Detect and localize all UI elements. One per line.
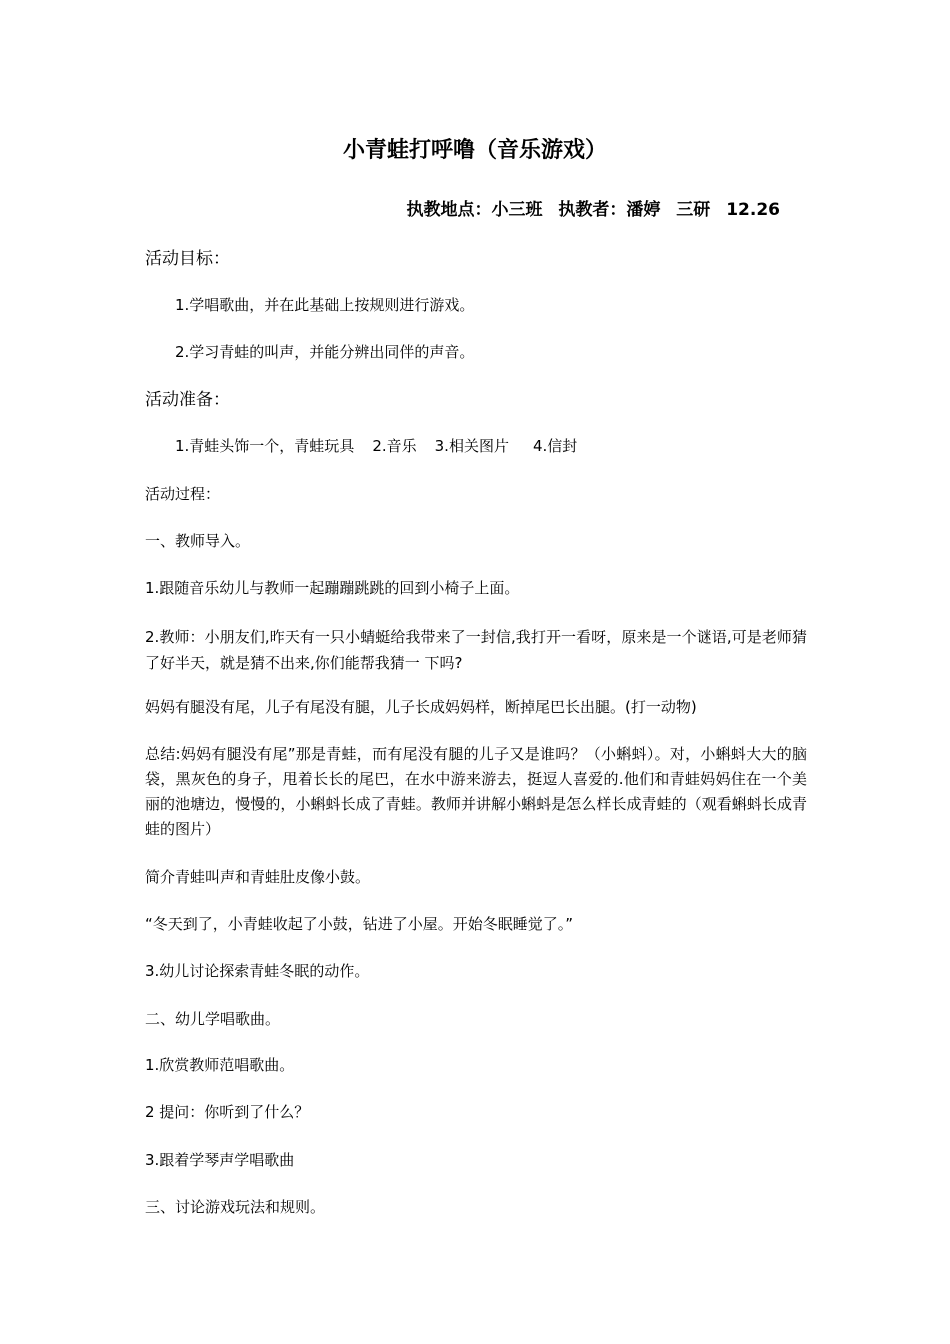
location: 执教地点：小三班 [406,200,543,220]
teacher: 执教者：潘婷 [558,200,661,220]
section-2-heading: 二、幼儿学唱歌曲。 [145,1010,281,1028]
section-1-item-1: 1.跟随音乐幼儿与教师一起蹦蹦跳跳的回到小椅子上面。 [145,579,520,597]
frog-sound-intro: 简介青蛙叫声和青蛙肚皮像小鼓。 [145,868,371,886]
prep-item-3: 3.相关图片 [434,437,509,455]
research-round: 三研 [676,200,711,220]
winter-quote: “冬天到了，小青蛙收起了小鼓，钻进了小屋。开始冬眠睡觉了。” [145,915,574,933]
section-1-heading: 一、教师导入。 [145,532,251,550]
section-2-item-1: 1.欣赏教师范唱歌曲。 [145,1056,295,1074]
goals-heading: 活动目标： [145,249,230,269]
riddle-text: 妈妈有腿没有尾，儿子有尾没有腿，儿子长成妈妈样，断掉尾巴长出腿。(打一动物) [145,698,697,716]
section-2-item-3: 3.跟着学琴声学唱歌曲 [145,1151,295,1169]
prep-item-2: 2.音乐 [372,437,417,455]
section-3-heading: 三、讨论游戏玩法和规则。 [145,1198,326,1216]
prep-item-1: 1.青蛙头饰一个，青蛙玩具 [175,437,355,455]
lesson-info [406,198,780,222]
goal-item-1: 1.学唱歌曲，并在此基础上按规则进行游戏。 [175,296,475,314]
section-1-item-3: 3.幼儿讨论探索青蛙冬眠的动作。 [145,962,370,980]
process-heading: 活动过程： [145,485,221,503]
section-2-item-2: 2 提问：你听到了什么？ [145,1103,310,1121]
prep-item-4: 4.信封 [532,437,578,455]
summary-paragraph: 总结:妈妈有腿没有尾”那是青蛙，而有尾没有腿的儿子又是谁吗？（小蝌蚪）。对，小蝌蚪大大的脑袋，黑灰色的身子，甩着长长的尾巴，在水中游来游去，挺逗人喜爱的.他们和青蛙妈妈住在一个美丽的池塘边，慢慢的，小蝌蚪长成了青蛙。教师并讲解小蝌蚪是怎么样长成青蛙的（观看蝌蚪长成青蛙的图片） [145,745,807,838]
goal-item-2: 2.学习青蛙的叫声，并能分辨出同伴的声音。 [175,343,475,361]
date: 12.26 [726,200,780,220]
preparation-heading: 活动准备： [145,390,230,410]
page-title: 小青蛙打呼噜（音乐游戏） [342,138,607,163]
section-1-item-2: 2.教师：小朋友们,昨天有一只小蜻蜓给我带来了一封信,我打开一看呀，原来是一个谜语,可是老师猜了好半天，就是猜不出来,你们能帮我猜一 下吗? [145,628,807,672]
preparation-list [175,436,835,456]
